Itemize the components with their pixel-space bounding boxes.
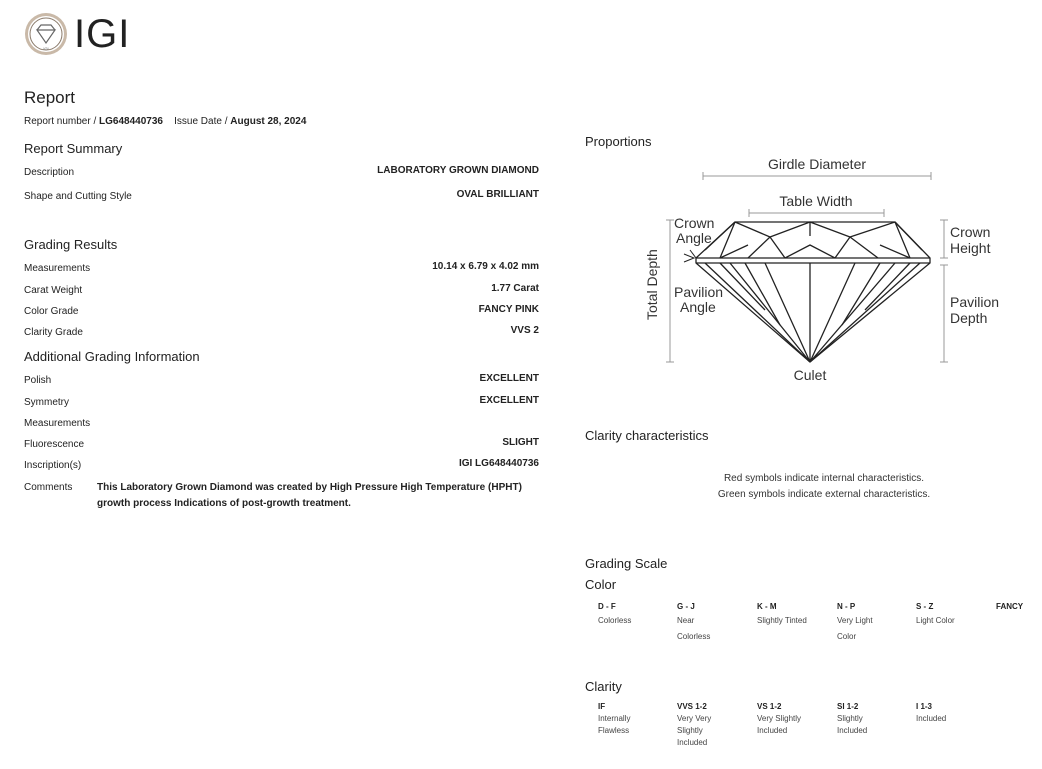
grading-value-clarity: VVS 2	[510, 325, 539, 336]
grading-label-clarity: Clarity Grade	[24, 327, 83, 338]
clarity-scale-item: IF Internally Flawless	[598, 702, 631, 735]
grading-value-color: FANCY PINK	[478, 304, 539, 315]
girdle-diameter-label: Girdle Diameter	[767, 156, 867, 172]
proportions-title: Proportions	[585, 134, 652, 149]
summary-label-shape: Shape and Cutting Style	[24, 191, 132, 202]
pavilion-angle-label-1: Pavilion	[674, 284, 724, 300]
clarity-scale-item: VS 1-2 Very Slightly Included	[757, 702, 802, 735]
color-scale-item: FANCY	[996, 602, 1024, 611]
color-scale-item: N - P Very Light Color	[837, 602, 873, 641]
grading-label-color: Color Grade	[24, 306, 79, 317]
additional-title: Additional Grading Information	[24, 349, 200, 364]
clarity-scale-title: Clarity	[585, 679, 622, 694]
clarity-note-green: Green symbols indicate external characteristics.	[717, 489, 931, 500]
report-meta: Report number / LG648440736 Issue Date / August 28, 2024	[24, 116, 307, 127]
igi-logo-text: IGI	[74, 12, 131, 56]
comments-label: Comments	[24, 482, 73, 493]
summary-title: Report Summary	[24, 141, 123, 156]
color-scale-item: K - M Slightly Tinted	[757, 602, 807, 625]
issue-date: August 28, 2024	[230, 116, 307, 127]
igi-seal-logo	[24, 12, 68, 56]
summary-value-description: LABORATORY GROWN DIAMOND	[377, 165, 539, 176]
crown-angle-label-2: Angle	[676, 230, 712, 246]
svg-text:IGI: IGI	[43, 46, 49, 51]
summary-value-shape: OVAL BRILLIANT	[456, 189, 539, 200]
clarity-scale-item: I 1-3 Included	[916, 702, 947, 723]
grading-value-carat: 1.77 Carat	[491, 283, 539, 294]
clarity-scale-item: SI 1-2 Slightly Included	[837, 702, 868, 735]
color-scale-item: S - Z Light Color	[916, 602, 955, 625]
clarity-scale-item: VVS 1-2 Very Very Slightly Included	[677, 702, 712, 747]
crown-height-label-2: Height	[950, 240, 991, 256]
crown-angle-label-1: Crown	[674, 215, 715, 231]
pavilion-angle-label-2: Angle	[680, 299, 716, 315]
pavilion-depth-label-2: Depth	[950, 310, 988, 326]
total-depth-label: Total Depth	[644, 249, 660, 320]
grading-label-measurements: Measurements	[24, 263, 91, 274]
clarity-characteristics-title: Clarity characteristics	[585, 428, 709, 443]
report-number: LG648440736	[99, 116, 163, 127]
crown-height-label-1: Crown	[950, 224, 991, 240]
color-scale-item: D - F Colorless	[598, 602, 632, 625]
proportions-diagram	[580, 150, 1020, 390]
table-width-label: Table Width	[779, 193, 853, 209]
grading-scale-title: Grading Scale	[585, 556, 668, 571]
culet-label: Culet	[793, 367, 827, 383]
additional-label-inscription: Inscription(s)	[24, 460, 82, 471]
additional-value-fluorescence: SLIGHT	[502, 437, 539, 448]
additional-label-fluorescence: Fluorescence	[24, 439, 85, 450]
grading-value-measurements: 10.14 x 6.79 x 4.02 mm	[432, 261, 539, 272]
additional-label-polish: Polish	[24, 375, 52, 386]
summary-label-description: Description	[24, 167, 75, 178]
additional-value-symmetry: EXCELLENT	[479, 395, 539, 406]
grading-label-carat: Carat Weight	[24, 285, 83, 296]
report-title: Report	[24, 88, 76, 107]
color-scale-item: G - J Near Colorless	[677, 602, 711, 641]
color-scale-title: Color	[585, 577, 617, 592]
comments-text: This Laboratory Grown Diamond was created by High Pressure High Temperature (HPHT) growth process Indications of post-growth treatment.	[97, 482, 522, 509]
clarity-note-red: Red symbols indicate internal characteristics.	[723, 473, 925, 484]
grading-title: Grading Results	[24, 237, 118, 252]
additional-value-polish: EXCELLENT	[479, 373, 539, 384]
pavilion-depth-label-1: Pavilion	[950, 294, 1000, 310]
additional-label-symmetry: Symmetry	[24, 397, 69, 408]
additional-value-inscription: IGI LG648440736	[458, 458, 539, 469]
additional-label-measurements: Measurements	[24, 418, 91, 429]
